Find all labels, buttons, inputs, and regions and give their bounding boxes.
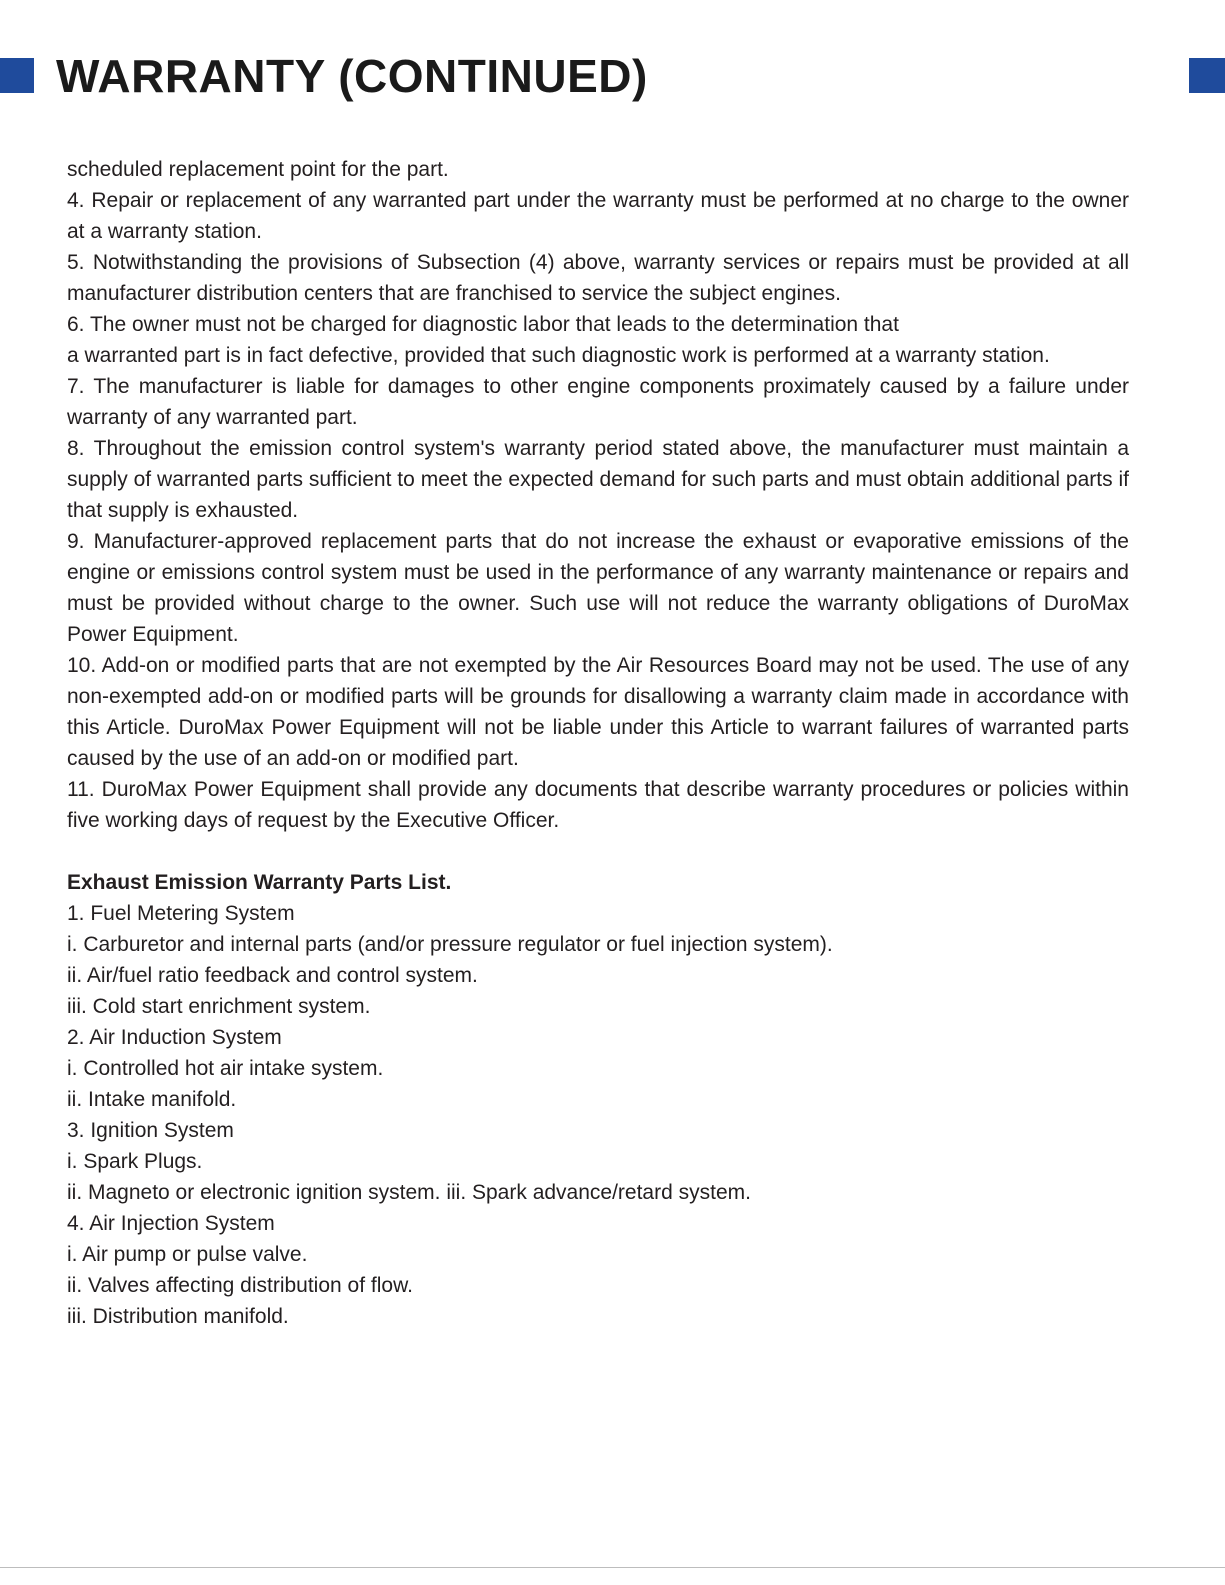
warranty-item-8: 8. Throughout the emission control system's warranty period stated above, the manufacturer must maintain a supply of warranted parts sufficient to meet the expected demand for such parts and must obtain additional parts if that supply is exhausted. [67, 437, 1129, 522]
parts-list-line: 4. Air Injection System [67, 1212, 275, 1235]
warranty-item-4: 4. Repair or replacement of any warranted part under the warranty must be performed at no charge to the owner at a warranty station. [67, 189, 1129, 243]
section-spacer [67, 836, 1129, 867]
parts-list-line: i. Carburetor and internal parts (and/or pressure regulator or fuel injection system). [67, 933, 833, 956]
warranty-item-6-line: 6. The owner must not be charged for diagnostic labor that leads to the determination that [67, 313, 899, 336]
continuation-text: scheduled replacement point for the part. [67, 158, 449, 181]
parts-list-line: 2. Air Induction System [67, 1026, 282, 1049]
parts-list-title: Exhaust Emission Warranty Parts List. [67, 871, 452, 894]
parts-list-line: ii. Magneto or electronic ignition system. iii. Spark advance/retard system. [67, 1181, 751, 1204]
warranty-item-9: 9. Manufacturer-approved replacement parts that do not increase the exhaust or evaporative emissions of the engine or emissions control system must be used in the performance of any warranty maintenance or repairs and must be provided without charge to the owner. Such use will not reduce the warranty obligations of DuroMax Power Equipment. [67, 530, 1129, 646]
parts-list-line: 3. Ignition System [67, 1119, 234, 1142]
warranty-item-6-continued: a warranted part is in fact defective, provided that such diagnostic work is performed at a warranty station. [67, 344, 1050, 367]
parts-list-line: i. Spark Plugs. [67, 1150, 203, 1173]
page-title: WARRANTY (CONTINUED) [56, 50, 648, 102]
parts-list-line: iii. Cold start enrichment system. [67, 995, 371, 1018]
parts-list-line: ii. Air/fuel ratio feedback and control system. [67, 964, 478, 987]
header-right-marker [1189, 58, 1225, 93]
parts-list-line: ii. Valves affecting distribution of flow. [67, 1274, 413, 1297]
header-left-marker [0, 58, 34, 93]
page-content [67, 154, 1129, 1332]
parts-list-line: i. Controlled hot air intake system. [67, 1057, 384, 1080]
parts-list-line: 1. Fuel Metering System [67, 902, 295, 925]
warranty-item-10: 10. Add-on or modified parts that are not exempted by the Air Resources Board may not be used. The use of any non-exempted add-on or modified parts will be grounds for disallowing a warranty claim made in accordance with this Article. DuroMax Power Equipment will not be liable under this Article to warrant failures of warranted parts caused by the use of an add-on or modified part. [67, 654, 1129, 770]
parts-list-line: iii. Distribution manifold. [67, 1305, 289, 1328]
footer-divider [0, 1567, 1225, 1568]
parts-list-line: ii. Intake manifold. [67, 1088, 237, 1111]
warranty-item-5: 5. Notwithstanding the provisions of Subsection (4) above, warranty services or repairs must be provided at all manufacturer distribution centers that are franchised to service the subject engines. [67, 251, 1129, 305]
parts-list-line: i. Air pump or pulse valve. [67, 1243, 308, 1266]
warranty-item-11: 11. DuroMax Power Equipment shall provide any documents that describe warranty procedures or policies within five working days of request by the Executive Officer. [67, 778, 1129, 832]
warranty-item-7: 7. The manufacturer is liable for damages to other engine components proximately caused by a failure under warranty of any warranted part. [67, 375, 1129, 429]
